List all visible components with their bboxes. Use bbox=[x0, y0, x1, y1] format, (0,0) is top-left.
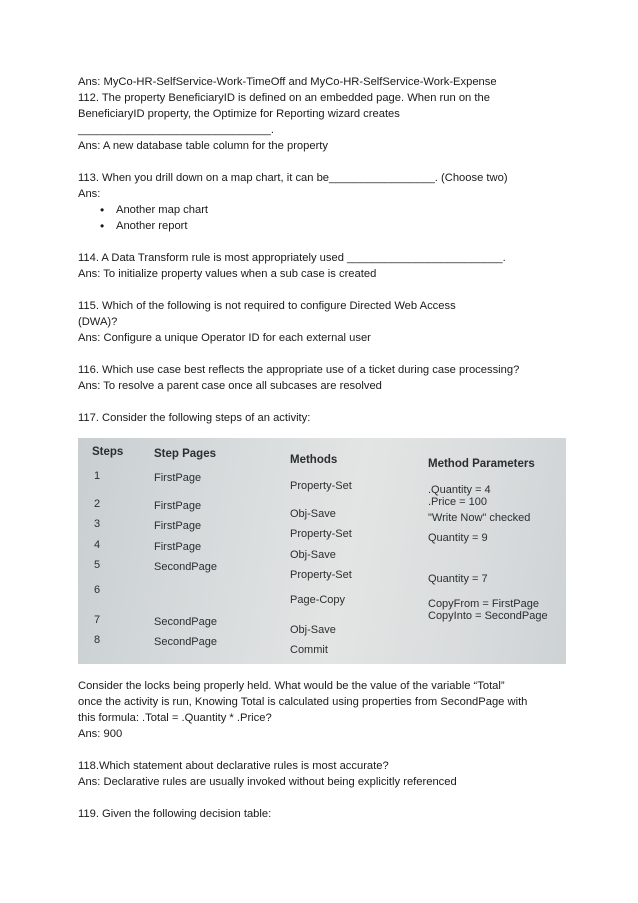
table-step-page: SecondPage bbox=[154, 636, 217, 648]
text-line: 114. A Data Transform rule is most appropriately used _________________________. bbox=[78, 252, 506, 264]
text-line: 115. Which of the following is not required to configure Directed Web Access bbox=[78, 300, 456, 312]
text-block-top bbox=[78, 74, 568, 202]
table-param: CopyInto = SecondPage bbox=[428, 610, 548, 622]
table-param: "Write Now" checked bbox=[428, 512, 531, 524]
table-method: Property-Set bbox=[290, 528, 352, 540]
table-step: 4 bbox=[94, 539, 101, 551]
answer-bullet-list bbox=[78, 202, 568, 234]
table-header: Method Parameters bbox=[428, 458, 535, 470]
table-header: Step Pages bbox=[154, 448, 216, 460]
table-param: Quantity = 7 bbox=[428, 573, 488, 585]
table-method: Property-Set bbox=[290, 480, 352, 492]
text-line: Ans: Declarative rules are usually invoked without being explicitly referenced bbox=[78, 776, 457, 788]
table-step: 6 bbox=[94, 584, 101, 596]
text-line: BeneficiaryID property, the Optimize for Reporting wizard creates bbox=[78, 108, 400, 120]
bullet-item: • Another map chart bbox=[116, 202, 568, 218]
blank-line bbox=[78, 234, 568, 250]
table-method: Commit bbox=[290, 644, 328, 656]
document-page bbox=[78, 74, 568, 822]
table-header: Steps bbox=[92, 446, 124, 458]
text-line: 117. Consider the following steps of an activity: bbox=[78, 412, 311, 424]
text-line: Ans: Configure a unique Operator ID for each external user bbox=[78, 332, 371, 344]
table-step: 3 bbox=[94, 518, 101, 530]
table-param: CopyFrom = FirstPage bbox=[428, 598, 539, 610]
activity-steps-photo bbox=[78, 438, 566, 664]
text-block-middle bbox=[78, 234, 568, 426]
text-line: _______________________________. bbox=[78, 124, 274, 136]
table-step-page: SecondPage bbox=[154, 616, 217, 628]
table-step-page: SecondPage bbox=[154, 561, 217, 573]
table-step-page: FirstPage bbox=[154, 500, 202, 512]
table-method: Obj-Save bbox=[290, 549, 336, 561]
text-line: 119. Given the following decision table: bbox=[78, 808, 272, 820]
blank-line bbox=[78, 154, 568, 170]
table-step: 7 bbox=[94, 614, 101, 626]
table-step-page: FirstPage bbox=[154, 520, 202, 532]
text-line: Ans: bbox=[78, 188, 101, 200]
text-line: 113. When you drill down on a map chart, it can be_________________. (Choose two) bbox=[78, 172, 508, 184]
text-block-bottom bbox=[78, 678, 568, 822]
table-step-page: FirstPage bbox=[154, 472, 202, 484]
text-line: 118.Which statement about declarative rules is most accurate? bbox=[78, 760, 389, 772]
text-line: Ans: To resolve a parent case once all subcases are resolved bbox=[78, 380, 382, 392]
table-param: Quantity = 9 bbox=[428, 532, 488, 544]
blank-line bbox=[78, 790, 568, 806]
text-line: (DWA)? bbox=[78, 316, 118, 328]
table-step-page: FirstPage bbox=[154, 541, 202, 553]
table-method: Page-Copy bbox=[290, 594, 346, 606]
text-line: Ans: MyCo-HR-SelfService-Work-TimeOff and MyCo-HR-SelfService-Work-Expense bbox=[78, 76, 497, 88]
text-line: once the activity is run, Knowing Total is calculated using properties from SecondPage with bbox=[78, 696, 528, 708]
text-line: Ans: To initialize property values when a sub case is created bbox=[78, 268, 377, 280]
text-line: 112. The property BeneficiaryID is defined on an embedded page. When run on the bbox=[78, 92, 490, 104]
table-step: 5 bbox=[94, 559, 101, 571]
table-header: Methods bbox=[290, 454, 338, 466]
table-param: .Price = 100 bbox=[428, 496, 488, 508]
text-line: Ans: 900 bbox=[78, 728, 123, 740]
table-method: Property-Set bbox=[290, 569, 352, 581]
table-param: .Quantity = 4 bbox=[428, 484, 491, 496]
bullet-item: • Another report bbox=[116, 218, 568, 234]
text-line: 116. Which use case best reflects the appropriate use of a ticket during case processing? bbox=[78, 364, 520, 376]
table-step: 1 bbox=[94, 470, 101, 482]
text-line: Consider the locks being properly held. What would be the value of the variable “Total” bbox=[78, 680, 505, 692]
table-method: Obj-Save bbox=[290, 508, 336, 520]
text-line: Ans: A new database table column for the property bbox=[78, 140, 329, 152]
table-step: 2 bbox=[94, 498, 101, 510]
blank-line bbox=[78, 394, 568, 410]
blank-line bbox=[78, 742, 568, 758]
blank-line bbox=[78, 346, 568, 362]
table-step: 8 bbox=[94, 634, 101, 646]
blank-line bbox=[78, 282, 568, 298]
text-line: this formula: .Total = .Quantity * .Price? bbox=[78, 712, 272, 724]
table-method: Obj-Save bbox=[290, 624, 336, 636]
